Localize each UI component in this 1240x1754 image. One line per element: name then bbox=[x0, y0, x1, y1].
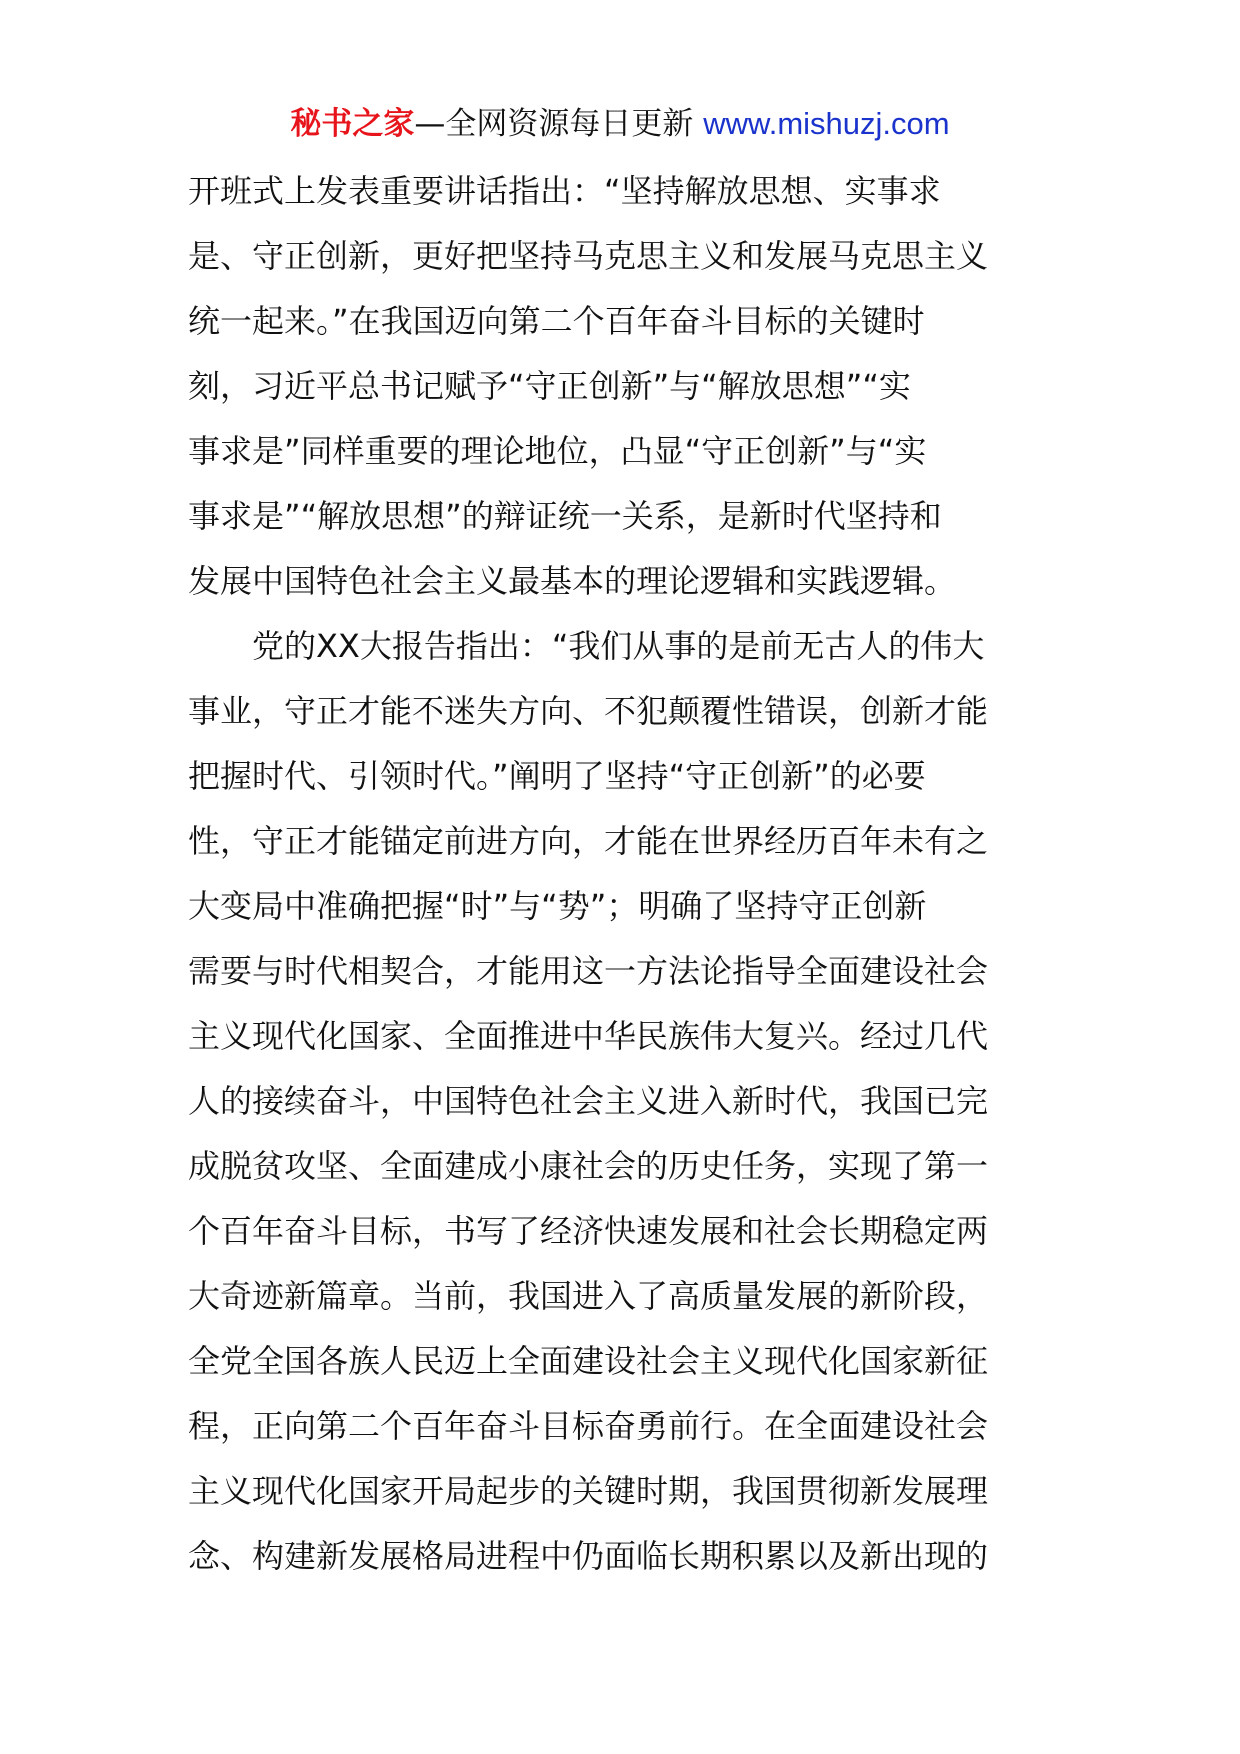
text-line: 程，正向第二个百年奋斗目标奋勇前行。在全面建设社会 bbox=[188, 1407, 989, 1445]
text-line: 性，守正才能锚定前进方向，才能在世界经历百年未有之 bbox=[188, 822, 989, 860]
text-line: 念、构建新发展格局进程中仍面临长期积累以及新出现的 bbox=[188, 1537, 989, 1575]
text-line: 开班式上发表重要讲话指出：“坚持解放思想、实事求 bbox=[188, 172, 941, 210]
header-tagline: —全网资源每日更新 bbox=[414, 106, 694, 142]
site-url-link[interactable]: www.mishuzj.com bbox=[703, 106, 950, 141]
text-line: 发展中国特色社会主义最基本的理论逻辑和实践逻辑。 bbox=[188, 562, 957, 600]
text-line: 全党全国各族人民迈上全面建设社会主义现代化国家新征 bbox=[188, 1342, 989, 1380]
text-line: 是、守正创新，更好把坚持马克思主义和发展马克思主义 bbox=[188, 237, 989, 275]
text-line: 人的接续奋斗，中国特色社会主义进入新时代，我国已完 bbox=[188, 1082, 989, 1120]
brand-name: 秘书之家 bbox=[290, 106, 415, 142]
text-line: 刻，习近平总书记赋予“守正创新”与“解放思想”“实 bbox=[188, 367, 911, 405]
text-line: 个百年奋斗目标，书写了经济快速发展和社会长期稳定两 bbox=[188, 1212, 989, 1250]
text-line: 统一起来。”在我国迈向第二个百年奋斗目标的关键时 bbox=[188, 302, 925, 340]
text-line: 主义现代化国家开局起步的关键时期，我国贯彻新发展理 bbox=[188, 1472, 989, 1510]
text-line: 事求是”“解放思想”的辩证统一关系，是新时代坚持和 bbox=[188, 497, 942, 535]
text-line: 事业，守正才能不迷失方向、不犯颠覆性错误，创新才能 bbox=[188, 692, 989, 730]
text-line: 主义现代化国家、全面推进中华民族伟大复兴。经过几代 bbox=[188, 1017, 989, 1055]
page-header bbox=[0, 101, 1240, 147]
document-body bbox=[188, 159, 1058, 1589]
text-line: 大变局中准确把握“时”与“势”；明确了坚持守正创新 bbox=[188, 887, 927, 925]
text-line: 成脱贫攻坚、全面建成小康社会的历史任务，实现了第一 bbox=[188, 1147, 989, 1185]
paragraph-first-line: 党的XX大报告指出：“我们从事的是前无古人的伟大 bbox=[252, 627, 985, 665]
text-line: 大奇迹新篇章。当前，我国进入了高质量发展的新阶段， bbox=[188, 1277, 989, 1315]
text-line: 把握时代、引领时代。”阐明了坚持“守正创新”的必要 bbox=[188, 757, 926, 795]
text-line: 事求是”同样重要的理论地位，凸显“守正创新”与“实 bbox=[188, 432, 927, 470]
text-line: 需要与时代相契合，才能用这一方法论指导全面建设社会 bbox=[188, 952, 989, 990]
